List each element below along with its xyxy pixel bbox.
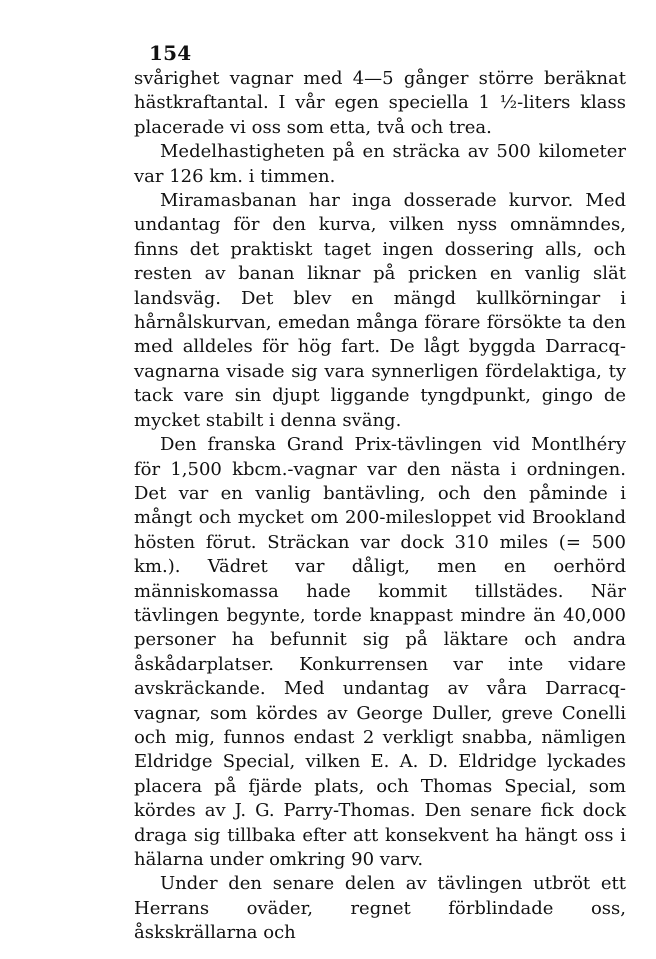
- paragraph-french-grand-prix: Den franska Grand Prix-tävlingen vid Montlhéry för 1,500 kbcm.-vagnar var den nästa i ordningen. Det var en vanlig bantävling, och den påminde i mångt och mycket om 200-milesloppet vid Brookland hösten förut. Sträckan var dock 310 miles (= 500 km.). Vädret var dåligt, men en oerhörd människomassa hade kommit tillstädes. När tävlingen begynte, torde knappast mindre än 40,000 personer ha befunnit sig på läktare och andra åskådarplatser. Konkurrensen var inte vidare avskräckande. Med undantag av våra Darracq-vagnar, som kördes av George Duller, greve Conelli och mig, funnos endast 2 verkligt snabba, nämligen Eldridge Special, vilken E. A. D. Eldridge lyckades placera på fjärde plats, och Thomas Special, som kördes av J. G. Parry-Thomas. Den senare fick dock draga sig tillbaka efter att konsekvent ha hängt oss i hälarna under omkring 90 varv.: [134, 434, 626, 870]
- page-number: 154: [149, 41, 192, 65]
- paragraph-storm: Under den senare delen av tävlingen utbröt ett Herrans oväder, regnet förblindade oss, åskskrällarna och: [134, 873, 626, 944]
- paragraph-miramas-track: Miramasbanan har inga dosserade kurvor. Med undantag för den kurva, vilken nyss omnämndes, finns det praktiskt taget ingen dossering alls, och resten av banan liknar på pricken en vanlig slät landsväg. Det blev en mängd kullkörningar i hårnålskurvan, emedan många förare försökte ta den med alldeles för hög fart. De lågt byggda Darracq-vagnarna visade sig vara synnerligen fördelaktiga, ty tack vare sin djupt liggande tyngdpunkt, gingo de mycket stabilt i denna sväng.: [134, 190, 626, 431]
- body-text: [134, 67, 626, 946]
- paragraph-average-speed: Medelhastigheten på en sträcka av 500 kilometer var 126 km. i timmen.: [134, 141, 626, 187]
- paragraph-continuation: svårighet vagnar med 4—5 gånger större beräknat hästkraftantal. I vår egen speciella 1 ½-liters klass placerade vi oss som etta, två och trea.: [134, 68, 626, 138]
